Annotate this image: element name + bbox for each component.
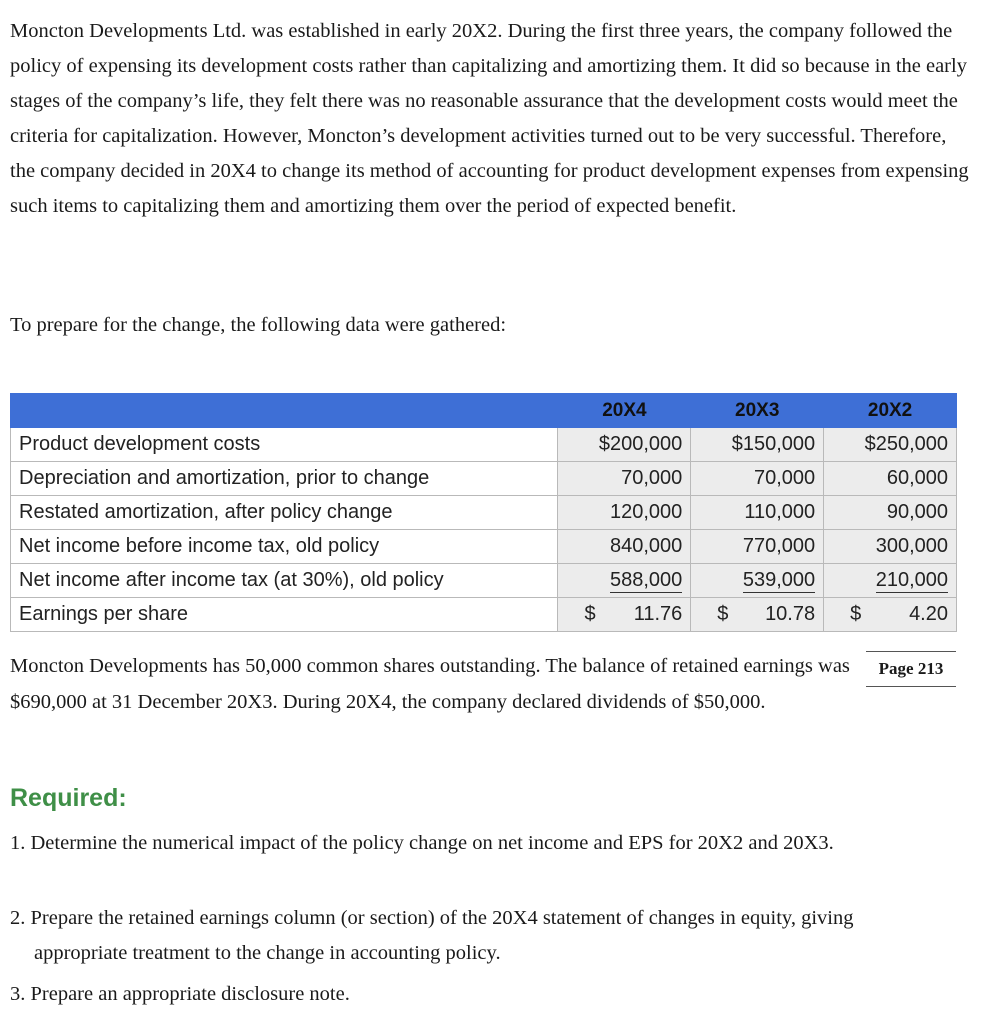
cell-value	[558, 564, 691, 598]
page-reference: Page 213	[866, 651, 956, 687]
cell-value: 60,000	[824, 462, 957, 496]
cell-value: 300,000	[824, 530, 957, 564]
cell-value: 840,000	[558, 530, 691, 564]
table-row	[11, 462, 957, 496]
cell-value: 770,000	[691, 530, 824, 564]
cell-value: 90,000	[824, 496, 957, 530]
data-table	[10, 393, 957, 632]
eps-cell	[824, 598, 957, 632]
required-item-3: 3. Prepare an appropriate disclosure note.	[10, 983, 350, 1005]
row-label: Net income after income tax (at 30%), old policy	[11, 564, 558, 598]
column-header: 20X4	[558, 394, 691, 428]
currency-symbol: $	[850, 603, 862, 625]
row-label: Earnings per share	[11, 598, 558, 632]
cell-value	[824, 564, 957, 598]
cell-value: $250,000	[824, 428, 957, 462]
table-header-row	[11, 394, 957, 428]
underlined-value: 210,000	[875, 569, 948, 591]
header-blank	[11, 394, 558, 428]
eps-value: 4.20	[909, 603, 948, 625]
currency-symbol: $	[717, 603, 729, 625]
cell-value: $200,000	[558, 428, 691, 462]
eps-value: 11.76	[633, 603, 683, 625]
cell-value: 70,000	[691, 462, 824, 496]
underlined-value: 539,000	[742, 569, 816, 591]
required-item-1: 1. Determine the numerical impact of the policy change on net income and EPS for 20X2 and 20X3.	[10, 832, 834, 854]
row-label: Depreciation and amortization, prior to change	[11, 462, 558, 496]
row-label: Net income before income tax, old policy	[11, 530, 558, 564]
required-item-2: 2. Prepare the retained earnings column (or section) of the 20X4 statement of changes in equity, giving appropriate treatment to the change in accounting policy.	[10, 907, 854, 964]
eps-cell	[558, 598, 691, 632]
required-heading: Required:	[10, 784, 127, 812]
table-row	[11, 530, 957, 564]
cell-value: 70,000	[558, 462, 691, 496]
table-row	[11, 428, 957, 462]
eps-cell	[691, 598, 824, 632]
cell-value	[691, 564, 824, 598]
row-label: Restated amortization, after policy change	[11, 496, 558, 530]
cell-value: 110,000	[691, 496, 824, 530]
table-row	[11, 564, 957, 598]
prep-sentence: To prepare for the change, the following data were gathered:	[10, 314, 507, 336]
column-header: 20X3	[691, 394, 824, 428]
underlined-value: 588,000	[610, 569, 683, 591]
eps-value: 10.78	[765, 603, 816, 625]
cell-value: 120,000	[558, 496, 691, 530]
column-header: 20X2	[824, 394, 957, 428]
after-paragraph: Moncton Developments has 50,000 common shares outstanding. The balance of retained earnings was $690,000 at 31 December 20X3. During 20X4, the company declared dividends of $50,000.	[10, 655, 850, 713]
cell-value: $150,000	[691, 428, 824, 462]
intro-paragraph: Moncton Developments Ltd. was established in early 20X2. During the first three years, the company followed the policy of expensing its development costs rather than capitalizing and amortizing them. It did so because in the early stages of the company’s life, they felt there was no reasonable assurance that the development costs would meet the criteria for capitalization. However, Moncton’s development activities turned out to be very successful. Therefore, the company decided in 20X4 to change its method of accounting for product development expenses from expensing such items to capitalizing them and amortizing them over the period of expected benefit.	[10, 20, 969, 217]
table-row-eps	[11, 598, 957, 632]
row-label: Product development costs	[11, 428, 558, 462]
currency-symbol: $	[584, 603, 596, 625]
table-row	[11, 496, 957, 530]
